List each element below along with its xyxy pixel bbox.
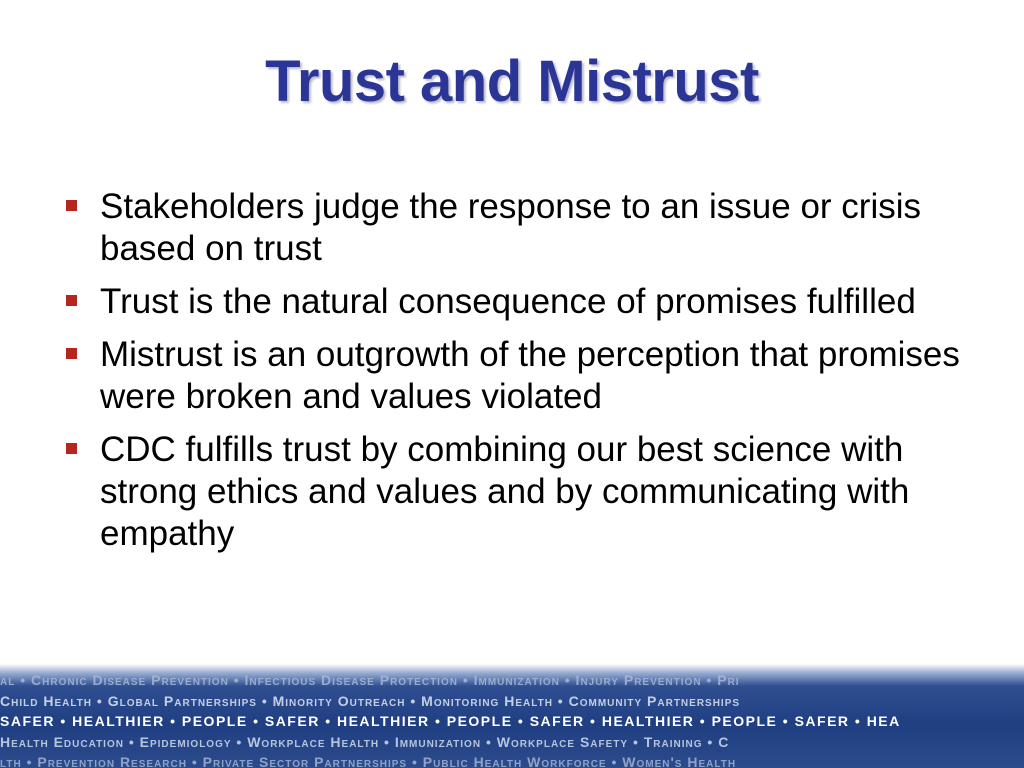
square-bullet-icon xyxy=(66,295,77,306)
square-bullet-icon xyxy=(66,200,77,211)
bullet-item xyxy=(66,186,966,270)
footer-banner-line: lth • Prevention Research • Private Sector Partnerships • Public Health Workforce • Women's Health xyxy=(0,754,737,768)
bullet-item xyxy=(66,429,966,555)
footer-banner-line: SAFER • HEALTHIER • PEOPLE • SAFER • HEALTHIER • PEOPLE • SAFER • HEALTHIER • PEOPLE • SAFER • HEA xyxy=(0,713,901,729)
bullet-text: CDC fulfills trust by combining our best science with strong ethics and values and by communicating with empathy xyxy=(100,430,910,553)
footer-banner-line: al • Chronic Disease Prevention • Infectious Disease Protection • Immunization • Injury Prevention • Pri xyxy=(0,672,740,688)
bullet-text: Stakeholders judge the response to an issue or crisis based on trust xyxy=(100,187,922,268)
slide-title: Trust and Mistrust xyxy=(265,49,759,114)
bullet-list xyxy=(66,186,966,566)
bullet-item xyxy=(66,334,966,418)
bullet-text: Mistrust is an outgrowth of the perception that promises were broken and values violated xyxy=(100,335,960,416)
bullet-item xyxy=(66,281,966,323)
square-bullet-icon xyxy=(66,348,77,359)
footer-banner-line: Health Education • Epidemiology • Workplace Health • Immunization • Workplace Safety • Training • C xyxy=(0,734,730,750)
square-bullet-icon xyxy=(66,443,77,454)
bullet-text: Trust is the natural consequence of promises fulfilled xyxy=(100,282,916,321)
footer-banner xyxy=(0,664,1024,768)
footer-banner-line: Child Health • Global Partnerships • Minority Outreach • Monitoring Health • Community Partnerships xyxy=(0,693,741,709)
